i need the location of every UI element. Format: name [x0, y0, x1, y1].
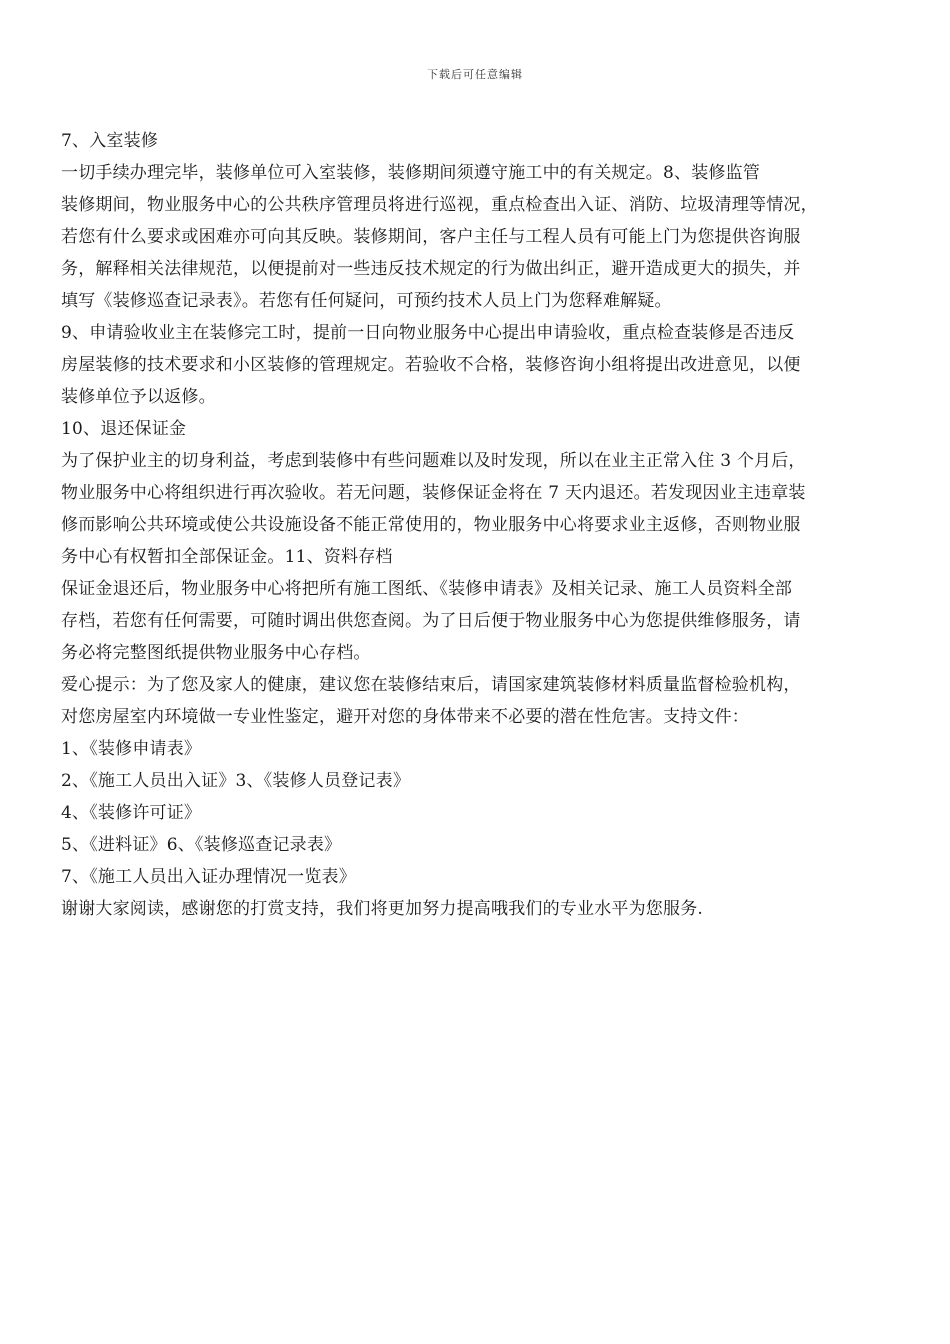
text-line: 装修期间，物业服务中心的公共秩序管理员将进行巡视，重点检查出入证、消防、垃圾清理等情况，: [61, 195, 818, 215]
text-line: 修而影响公共环境或使公共设施设备不能正常使用的，物业服务中心将要求业主返修，否则物业服: [61, 515, 801, 535]
text-line: 若您有什么要求或困难亦可向其反映。装修期间，客户主任与工程人员有可能上门为您提供咨询服: [61, 227, 801, 247]
text-line: 务中心有权暂扣全部保证金。11、资料存档: [61, 547, 393, 567]
text-line: 务，解释相关法律规范，以便提前对一些违反技术规定的行为做出纠正，避开造成更大的损失，并: [61, 259, 801, 279]
list-item: 1、《装修申请表》: [61, 739, 202, 759]
text-line: 10、退还保证金: [61, 419, 187, 439]
text-line: 保证金退还后，物业服务中心将把所有施工图纸、《装修申请表》及相关记录、施工人员资料全部: [61, 579, 793, 599]
text-line: 务必将完整图纸提供物业服务中心存档。: [61, 643, 371, 663]
list-item: 7、《施工人员出入证办理情况一览表》: [61, 867, 356, 887]
text-line: 一切手续办理完毕，装修单位可入室装修，装修期间须遵守施工中的有关规定。8、装修监管: [61, 163, 761, 183]
text-line: 9、申请验收业主在装修完工时，提前一日向物业服务中心提出申请验收，重点检查装修是否违反: [61, 323, 795, 343]
text-line: 存档，若您有任何需要，可随时调出供您查阅。为了日后便于物业服务中心为您提供维修服务，请: [61, 611, 801, 631]
text-line: 装修单位予以返修。: [61, 387, 216, 407]
text-line: 填写《装修巡查记录表》。若您有任何疑问，可预约技术人员上门为您释难解疑。: [61, 291, 672, 311]
list-item: 2、《施工人员出入证》3、《装修人员登记表》: [61, 771, 411, 791]
text-line: 房屋装修的技术要求和小区装修的管理规定。若验收不合格，装修咨询小组将提出改进意见，以便: [61, 355, 801, 375]
document-body: [61, 125, 891, 925]
text-line: 对您房屋室内环境做一专业性鉴定，避开对您的身体带来不必要的潜在性危害。支持文件：: [61, 707, 749, 727]
header-note: 下载后可任意编辑: [427, 68, 523, 81]
text-line: 7、入室装修: [61, 131, 159, 151]
closing-text: 谢谢大家阅读，感谢您的打赏支持，我们将更加努力提高哦我们的专业水平为您服务.: [61, 899, 704, 919]
text-line: 爱心提示：为了您及家人的健康，建议您在装修结束后，请国家建筑装修材料质量监督检验机构，: [61, 675, 801, 695]
list-item: 5、《进料证》6、《装修巡查记录表》: [61, 835, 342, 855]
text-line: 为了保护业主的切身利益，考虑到装修中有些问题难以及时发现，所以在业主正常入住 3 个月后，: [61, 451, 806, 471]
list-item: 4、《装修许可证》: [61, 803, 202, 823]
text-line: 物业服务中心将组织进行再次验收。若无问题，装修保证金将在 7 天内退还。若发现因业主违章装: [61, 483, 806, 503]
